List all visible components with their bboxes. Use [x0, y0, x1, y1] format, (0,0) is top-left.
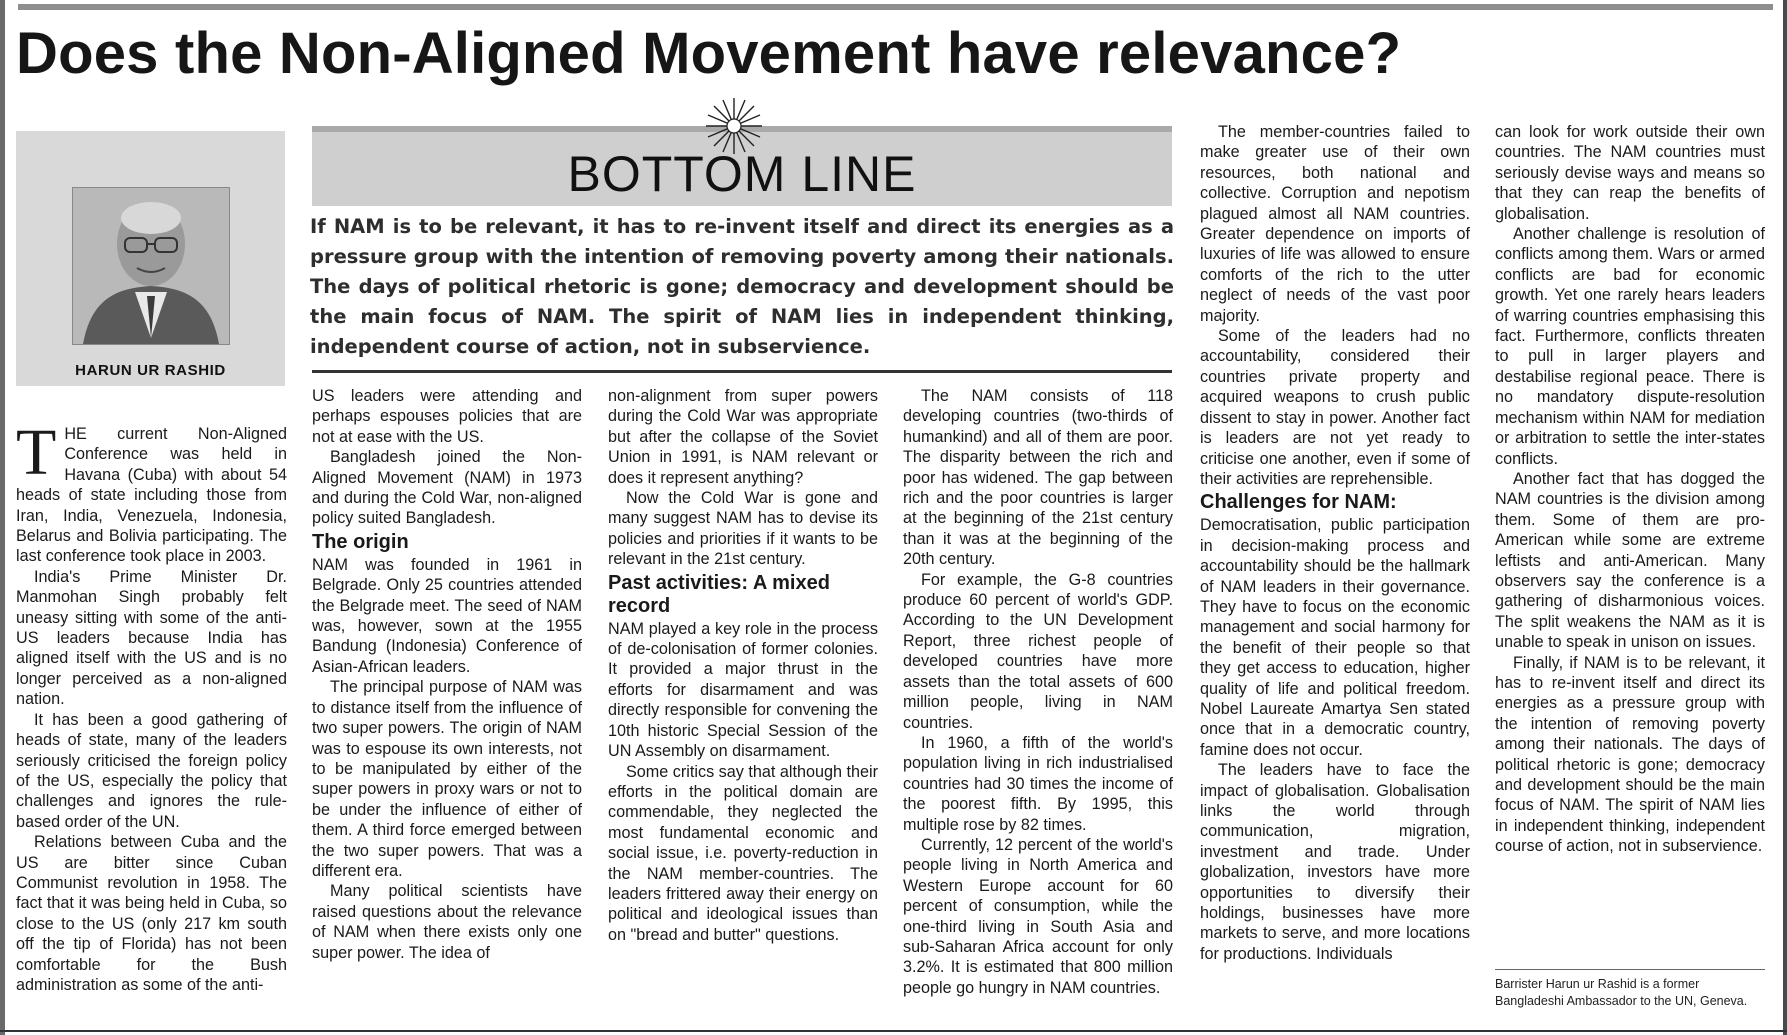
author-bio: Barrister Harun ur Rashid is a former Bangladeshi Ambassador to the UN, Geneva. — [1495, 977, 1748, 1008]
article-column-3 — [608, 386, 878, 945]
drop-cap: T — [16, 416, 57, 489]
top-rule — [18, 4, 1773, 10]
article-paragraph: Finally, if NAM is to be relevant, it has to re-invent itself and direct its energies as a pressure group with the intention of removing poverty among their nationals. The days of political rhetoric is gone; democracy and development should be the main focus of NAM. The spirit of NAM lies in independent thinking, independent course of action, not in subservience. — [1495, 653, 1765, 856]
author-portrait-icon — [73, 188, 229, 344]
article-paragraph: Another fact that has dogged the NAM countries is the division among them. Some of them are pro-American while some are extreme leftists and anti-American. Many observers say the conference is a gathering of disharmonious voices. The split weakens the NAM as it is unable to speak in unison on issues. — [1495, 469, 1765, 652]
bottom-line-rule — [312, 370, 1172, 373]
article-paragraph: India's Prime Minister Dr. Manmohan Singh probably felt uneasy sitting with some of the anti-US leaders because India has aligned itself with the US and is no longer perceived as a non-aligned nation. — [16, 567, 287, 709]
article-column-2 — [312, 386, 582, 963]
headline: Does the Non-Aligned Movement have relevance? — [16, 21, 1402, 86]
bottom-line-title: BOTTOM LINE — [567, 146, 917, 202]
article-paragraph: Currently, 12 percent of the world's people living in North America and Western Europe account for 60 percent of consumption, while the one-third living in South Asia and sub-Saharan Africa account for only 3.2%. It is estimated that 800 million people go hungry in NAM countries. — [903, 835, 1173, 997]
article-paragraph: US leaders were attending and perhaps espouses policies that are not at ease with the US. — [312, 387, 582, 446]
article-column-1 — [16, 416, 287, 995]
article-paragraph: The NAM consists of 118 developing countries (two-thirds of humankind) and all of them are poor. The disparity between the rich and poor has widened. The gap between rich and the poor countries is larger at the beginning of the 21st century than it was at the beginning of the 20th century. — [903, 387, 1173, 569]
article-paragraph: Relations between Cuba and the US are bitter since Cuban Communist revolution in 1958. The fact that it was being held in Cuba, so close to the US (only 217 km south off the tip of Florida) has not been comfortable for the Bush administration as some of the anti- — [16, 833, 287, 994]
article-paragraph: Democratisation, public participation in decision-making process and accountability should be the hallmark of NAM leaders in their governance. They have to focus on the economic management and social harmony for the benefit of their people so that they get access to education, higher quality of life and political freedom. Nobel Laureate Amartya Sen stated once that in a democratic country, famine does not occur. — [1200, 516, 1470, 759]
article-paragraph: Another challenge is resolution of conflicts among them. Wars or armed conflicts are bad for economic growth. Yet one rarely hears leaders of warring countries emphasising this fact. Furthermore, conflicts threaten to pull in larger players and destabilise regional peace. There is no mandatory dispute-resolution mechanism within NAM for mediation or arbitration to settle the inter-states conflicts. — [1495, 225, 1765, 468]
article-paragraph: Some of the leaders had no accountability, considered their countries private property and acquired weapons to crush public dissent to stay in power. Another fact is leaders are not yet ready to criticise one another, even if some of their activities are reprehensible. — [1200, 327, 1470, 488]
author-box — [16, 131, 285, 386]
article-paragraph: Some critics say that although their efforts in the political domain are commendable, they neglected the most fundamental economic and social issue, i.e. poverty-reduction in the NAM member-countries. The leaders frittered away their energy on political and ideological issues than on "bread and butter" questions. — [608, 762, 878, 944]
right-border — [1783, 0, 1787, 1035]
article-paragraph: In 1960, a fifth of the world's population living in rich industrialised countries had 30 times the income of the poorest fifth. By 1995, this multiple rose by 82 times. — [903, 733, 1173, 834]
article-paragraph: Now the Cold War is gone and many suggest NAM has to devise its policies and priorities if it wants to be relevant in the 21st century. — [608, 489, 878, 569]
bottom-rule — [0, 1030, 1787, 1032]
bottom-line-text: If NAM is to be relevant, it has to re-invent itself and direct its energies as a pressure group with the intention of removing poverty among their nationals. The days of political rhetoric is gone; democracy and development should be the main focus of NAM. The spirit of NAM lies in independent thinking, independent course of action, not in subservience. — [310, 215, 1174, 358]
article-paragraph: non-alignment from super powers during the Cold War was appropriate but after the collapse of the Soviet Union in 1991, is NAM relevant or does it represent anything? — [608, 387, 878, 487]
article-paragraph: It has been a good gathering of heads of state, many of the leaders seriously criticised the foreign policy of the US, especially the policy that challenges and ignores the rule-based order of the UN. — [16, 710, 287, 831]
paragraph-text: HE current Non-Aligned Conference was held in Havana (Cuba) with about 54 heads of state including those from Iran, India, Venezuela, Indonesia, Belarus and Bolivia participating. The last conference took place in 2003. — [16, 425, 287, 566]
article-paragraph: NAM was founded in 1961 in Belgrade. Only 25 countries attended the Belgrade meet. The seed of NAM was, however, sown at the 1955 Bandung (Indonesia) Conference of Asian-African leaders. — [312, 555, 582, 676]
article-column-5 — [1200, 122, 1470, 964]
article-paragraph: The member-countries failed to make greater use of their own resources, both national and collective. Corruption and nepotism plagued almost all NAM countries. Greater dependence on imports of luxuries of life was allowed to ensure comforts of the rich to the utter neglect of needs of the vast poor majority. — [1200, 123, 1470, 325]
article-paragraph — [16, 416, 287, 567]
article-column-6 — [1495, 122, 1765, 857]
article-paragraph: Many political scientists have raised questions about the relevance of NAM when there exists only one super power. The idea of — [312, 882, 582, 962]
article-paragraph: NAM played a key role in the process of de-colonisation of former colonies. It provided a major thrust in the efforts for disarmament and was directly responsible for convening the 10th historic Special Session of the UN Assembly on disarmament. — [608, 619, 878, 761]
left-border — [0, 0, 5, 1035]
section-heading-origin: The origin — [312, 530, 409, 553]
section-heading-challenges: Challenges for NAM: — [1200, 491, 1397, 514]
article-paragraph: Bangladesh joined the Non-Aligned Movement (NAM) in 1973 and during the Cold War, non-aligned policy suited Bangladesh. — [312, 448, 582, 528]
article-paragraph: For example, the G-8 countries produce 60 percent of world's GDP. According to the UN Development Report, three richest people of developed countries have more assets than the total assets of 600 million people, living in NAM countries. — [903, 570, 1173, 732]
author-photo — [72, 187, 230, 345]
article-column-4 — [903, 386, 1173, 998]
article-paragraph: can look for work outside their own countries. The NAM countries must seriously devise ways and means so that they can reap the benefits of globalisation. — [1495, 123, 1765, 223]
author-bio-rule — [1495, 969, 1765, 970]
author-name: HARUN UR RASHID — [75, 362, 226, 379]
section-heading-past-activities: Past activities: A mixed record — [608, 571, 830, 617]
article-paragraph: The principal purpose of NAM was to distance itself from the influence of two super powers. The origin of NAM was to espouse its own interests, not to be manipulated by either of the super powers in proxy wars or not to be under the influence of either of them. A third force emerged between the two super powers. That was a different era. — [312, 678, 582, 880]
article-paragraph: The leaders have to face the impact of globalisation. Globalisation links the world through communication, migration, investment and trade. Under globalization, investors have more opportunities to diversify their holdings, businesses have more markets to serve, and more locations for productions. Individuals — [1200, 761, 1470, 963]
